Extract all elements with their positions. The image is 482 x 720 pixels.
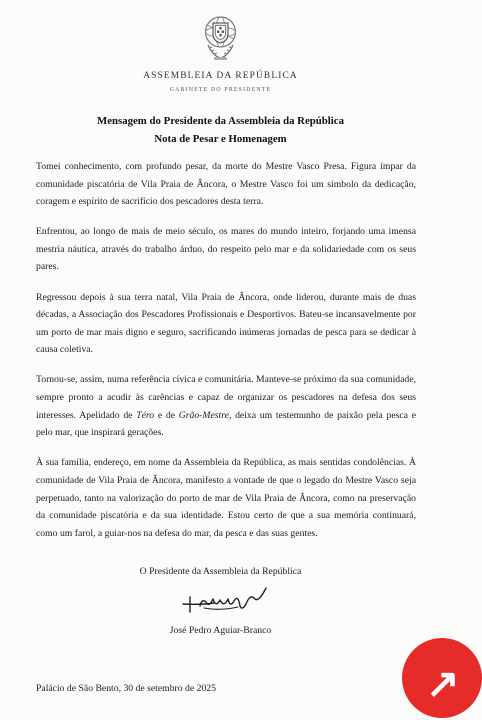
signer-name: José Pedro Aguiar-Branco [169,625,272,636]
message-body [36,158,416,555]
paragraph-4-text-b: e de [154,409,179,421]
coat-of-arms-icon [204,12,237,62]
paragraph-3 [36,289,416,359]
closing-line: O Presidente da Assembleia da República [139,566,302,577]
paragraph-4 [36,371,416,441]
paragraph-1 [36,158,416,211]
paragraph-5 [36,454,416,542]
document-heading [0,112,441,148]
nickname-tero: Téro [136,409,155,421]
place-and-date: Palácio de São Bento, 30 de setembro de 2025 [36,683,216,694]
nickname-grao-mestre: Grão-Mestre [178,409,229,421]
handwritten-signature-icon [180,584,272,618]
paragraph-4-text-a: Tornou-se, assim, numa referência cívica e comunitária. Manteve-se próximo da sua comunidade, sempre pronto a acudir às carências e capaz de organizar os pescadores na defesa dos seus interesses. Apelidado de [36,374,416,421]
paragraph-3-text: Regressou depois à sua terra natal, Vila Praia de Âncora, onde liderou, durante mais de duas décadas, a Associação dos Pescadores Profissionais e Desportivos. Bateu-se incansavelmente por um porto de mar mais digno e seguro, sacrificando inúmeras jornadas de pesca para se dedicar à causa coletiva. [36,291,416,356]
heading-title: Mensagem do Presidente da Assembleia da República [97,115,344,127]
paragraph-1-text: Tomei conhecimento, com profundo pesar, da morte do Mestre Vasco Presa. Figura ímpar da comunidade piscatória de Vila Praia de Âncora, o Mestre Vasco foi um símbolo da dedicação, coragem e espírito de sacrifício dos pescadores desta terra. [36,161,416,208]
paragraph-4-text-c: , deixa um testemunho de paixão pela pesca e pelo mar, que inspirará gerações. [36,409,416,439]
paragraph-5-text: À sua família, endereço, em nome da Assembleia da República, as mais sentidas condolências. À comunidade de Vila Praia de Âncora, manifesto a vontade de que o legado do Mestre Vasco seja perpetuado, tanto na valorização do porto de mar de Vila Praia de Âncora, como na preservação da comunidade piscatória e da sua identidade. Estou certo de que a sua memória continuará, como um farol, a guiar-nos na defesa do mar, da pesca e das suas gentes. [36,457,416,539]
badge-mark-icon: ↗ [426,662,460,706]
office-name: GABINETE DO PRESIDENTE [169,87,272,93]
paragraph-2 [36,223,416,276]
heading-subtitle: Nota de Pesar e Homenagem [154,133,287,145]
paragraph-2-text: Enfrentou, ao longo de mais de meio século, os mares do mundo inteiro, forjando uma imensa mestria náutica, através do trabalho árduo, do respeito pelo mar e da solidariedade com os seus pares. [36,226,416,273]
institution-name: ASSEMBLEIA DA REPÚBLICA [143,71,298,81]
